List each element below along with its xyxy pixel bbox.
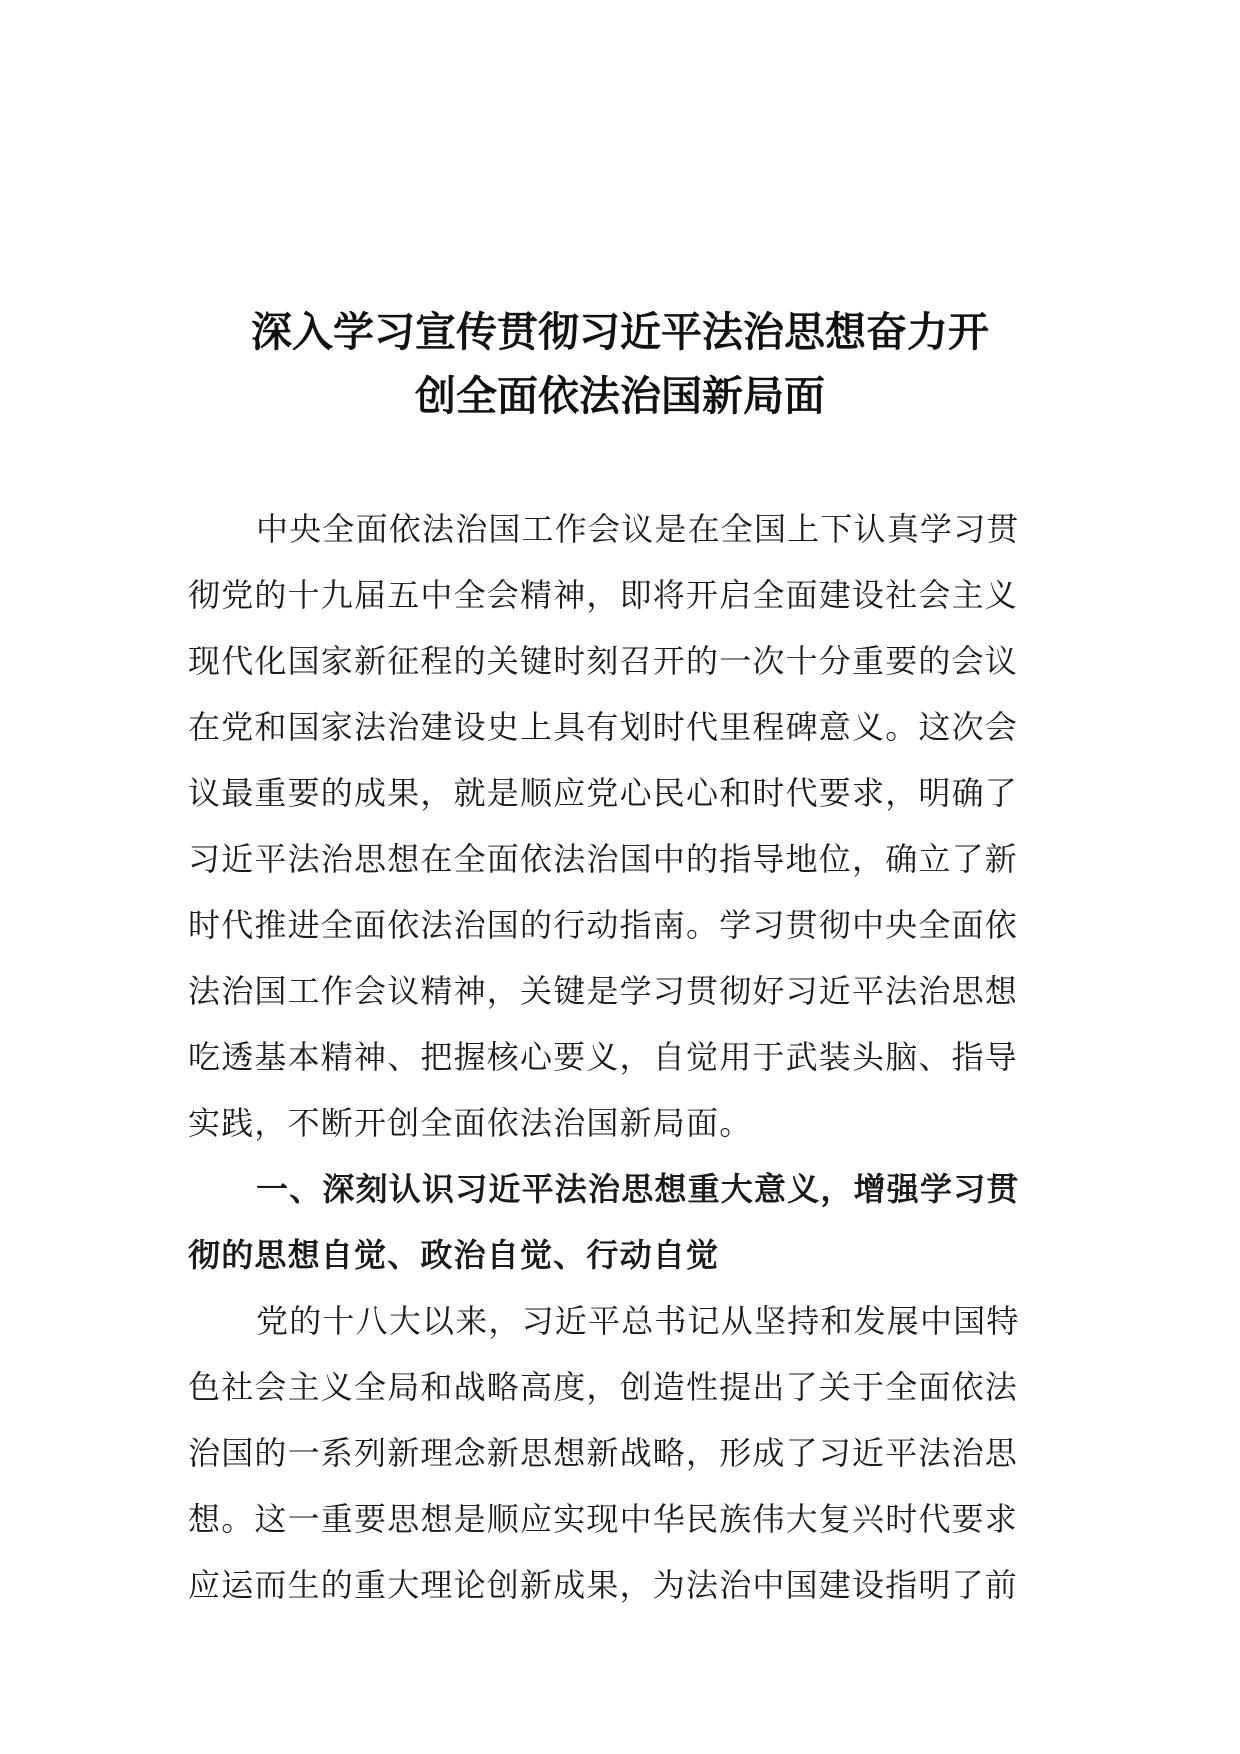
paragraph-line: 治国的一系列新理念新思想新战略，形成了习近平法治思 <box>188 1434 1019 1472</box>
paragraph-line: 在党和国家法治建设史上具有划时代里程碑意义。这次会 <box>188 708 1019 746</box>
paragraph-line: 色社会主义全局和战略高度，创造性提出了关于全面依法 <box>188 1368 1019 1406</box>
paragraph-line: 现代化国家新征程的关键时刻召开的一次十分重要的会议 <box>188 642 1019 680</box>
paragraph-line: 彻党的十九届五中全会精神，即将开启全面建设社会主义 <box>188 576 1019 614</box>
paragraph-line: 法治国工作会议精神，关键是学习贯彻好习近平法治思想 <box>188 972 1019 1010</box>
paragraph-line: 中央全面依法治国工作会议是在全国上下认真学习贯 <box>256 510 1020 548</box>
title-line: 深入学习宣传贯彻习近平法治思想奋力开 <box>251 308 989 356</box>
section-heading-line: 一、深刻认识习近平法治思想重大意义，增强学习贯 <box>256 1170 1020 1208</box>
paragraph-line: 时代推进全面依法治国的行动指南。学习贯彻中央全面依 <box>188 906 1019 944</box>
paragraph-line: 实践，不断开创全面依法治国新局面。 <box>188 1104 753 1142</box>
paragraph-line: 党的十八大以来，习近平总书记从坚持和发展中国特 <box>256 1302 1020 1340</box>
section-heading-line: 彻的思想自觉、政治自觉、行动自觉 <box>188 1236 720 1274</box>
paragraph-line: 应运而生的重大理论创新成果，为法治中国建设指明了前 <box>188 1566 1019 1604</box>
document-title <box>180 300 1060 428</box>
document-body <box>188 496 1054 1618</box>
title-line: 创全面依法治国新局面 <box>415 372 825 420</box>
paragraph-line: 习近平法治思想在全面依法治国中的指导地位，确立了新 <box>188 840 1019 878</box>
paragraph-line: 想。这一重要思想是顺应实现中华民族伟大复兴时代要求 <box>188 1500 1019 1538</box>
paragraph-line: 吃透基本精神、把握核心要义，自觉用于武装头脑、指导 <box>188 1038 1019 1076</box>
paragraph-line: 议最重要的成果，就是顺应党心民心和时代要求，明确了 <box>188 774 1019 812</box>
